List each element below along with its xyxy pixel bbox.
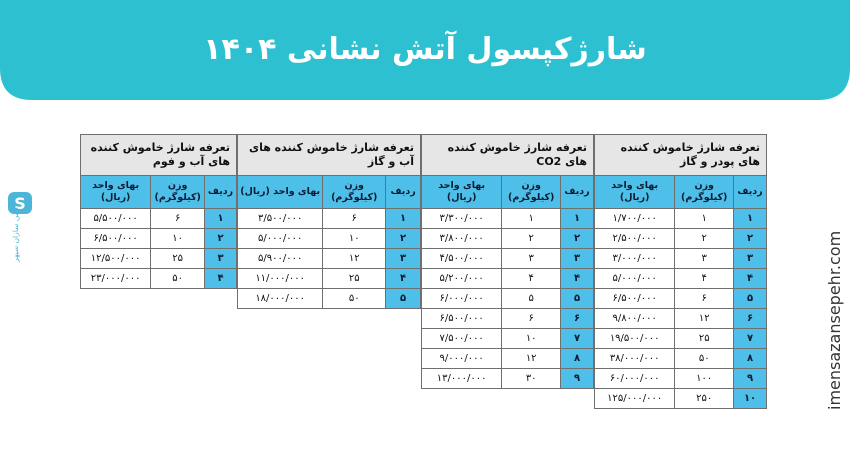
row-number: ۶: [734, 309, 767, 329]
row-number: ۱: [561, 209, 594, 229]
weight-cell: ۲۵: [151, 249, 205, 269]
row-number: ۶: [561, 309, 594, 329]
page-title: شارژکپسول آتش نشانی ۱۴۰۴: [203, 32, 647, 67]
table-row: [595, 269, 767, 289]
row-number: ۱: [205, 209, 237, 229]
weight-cell: ۵۰: [675, 349, 734, 369]
price-cell: ۹/۰۰۰/۰۰۰: [422, 349, 502, 369]
weight-cell: ۵: [502, 289, 561, 309]
price-cell: ۱/۷۰۰/۰۰۰: [595, 209, 675, 229]
header-unit-price: بهای واحد (ریال): [81, 176, 151, 209]
table-title: تعرفه شارژ خاموش کننده های CO2: [422, 135, 594, 176]
row-number: ۳: [205, 249, 237, 269]
table-row: [238, 289, 421, 309]
price-cell: ۱۳/۰۰۰/۰۰۰: [422, 369, 502, 389]
row-number: ۳: [734, 249, 767, 269]
table-row: [422, 229, 594, 249]
table-row: [238, 269, 421, 289]
row-number: ۴: [205, 269, 237, 289]
table-row: [595, 289, 767, 309]
table-row: [595, 209, 767, 229]
row-number: ۷: [734, 329, 767, 349]
row-number: ۹: [561, 369, 594, 389]
table-row: [595, 349, 767, 369]
price-cell: ۳۸/۰۰۰/۰۰۰: [595, 349, 675, 369]
table-row: [81, 209, 237, 229]
weight-cell: ۶: [323, 209, 386, 229]
row-number: ۱۰: [734, 389, 767, 409]
table-row: [81, 249, 237, 269]
row-number: ۲: [734, 229, 767, 249]
row-number: ۲: [386, 229, 421, 249]
price-cell: ۱۱/۰۰۰/۰۰۰: [238, 269, 323, 289]
table-water-gas: [237, 134, 421, 309]
table-row: [81, 269, 237, 289]
row-number: ۸: [734, 349, 767, 369]
header-unit-price: بهای واحد (ریال): [422, 176, 502, 209]
header-row-number: ردیف: [561, 176, 594, 209]
table-row: [422, 329, 594, 349]
table-row: [422, 369, 594, 389]
row-number: ۱: [734, 209, 767, 229]
table-row: [595, 309, 767, 329]
row-number: ۵: [386, 289, 421, 309]
table-row: [238, 249, 421, 269]
row-number: ۹: [734, 369, 767, 389]
row-number: ۳: [561, 249, 594, 269]
table-row: [422, 269, 594, 289]
table-title: تعرفه شارژ خاموش کننده های آب و گاز: [238, 135, 421, 176]
weight-cell: ۶: [151, 209, 205, 229]
price-cell: ۱۸/۰۰۰/۰۰۰: [238, 289, 323, 309]
price-cell: ۶/۵۰۰/۰۰۰: [422, 309, 502, 329]
header-weight: وزن (کیلوگرم): [675, 176, 734, 209]
row-number: ۲: [561, 229, 594, 249]
row-number: ۱: [386, 209, 421, 229]
website-text: imensazansepehr.com: [825, 230, 844, 410]
weight-cell: ۶: [675, 289, 734, 309]
row-number: ۸: [561, 349, 594, 369]
weight-cell: ۴: [675, 269, 734, 289]
header-weight: وزن (کیلوگرم): [502, 176, 561, 209]
logo-text: ایمن سازان سپهر: [11, 207, 20, 262]
header-weight: وزن (کیلوگرم): [151, 176, 205, 209]
price-cell: ۵/۵۰۰/۰۰۰: [81, 209, 151, 229]
header-row-number: ردیف: [205, 176, 237, 209]
row-number: ۴: [734, 269, 767, 289]
table-row: [81, 229, 237, 249]
price-cell: ۳/۳۰۰/۰۰۰: [422, 209, 502, 229]
weight-cell: ۴: [502, 269, 561, 289]
price-cell: ۶/۵۰۰/۰۰۰: [81, 229, 151, 249]
row-number: ۳: [386, 249, 421, 269]
table-row: [595, 229, 767, 249]
website-label: [822, 165, 846, 415]
table-row: [422, 209, 594, 229]
weight-cell: ۱۲: [502, 349, 561, 369]
price-cell: ۵/۰۰۰/۰۰۰: [595, 269, 675, 289]
weight-cell: ۲۵۰: [675, 389, 734, 409]
row-number: ۲: [205, 229, 237, 249]
brand-logo: [7, 192, 35, 270]
weight-cell: ۱۰: [323, 229, 386, 249]
header-weight: وزن (کیلوگرم): [323, 176, 386, 209]
price-cell: ۱۲/۵۰۰/۰۰۰: [81, 249, 151, 269]
price-cell: ۹/۸۰۰/۰۰۰: [595, 309, 675, 329]
table-row: [238, 209, 421, 229]
weight-cell: ۲۵: [323, 269, 386, 289]
price-cell: ۲/۵۰۰/۰۰۰: [595, 229, 675, 249]
table-row: [422, 349, 594, 369]
weight-cell: ۱۰: [502, 329, 561, 349]
weight-cell: ۳: [502, 249, 561, 269]
table-row: [595, 329, 767, 349]
weight-cell: ۶: [502, 309, 561, 329]
table-row: [422, 249, 594, 269]
row-number: ۷: [561, 329, 594, 349]
row-number: ۴: [561, 269, 594, 289]
table-row: [422, 309, 594, 329]
logo-letter: S: [14, 194, 26, 213]
price-cell: ۶/۰۰۰/۰۰۰: [422, 289, 502, 309]
table-row: [595, 369, 767, 389]
price-cell: ۲۳/۰۰۰/۰۰۰: [81, 269, 151, 289]
row-number: ۴: [386, 269, 421, 289]
price-cell: ۵/۹۰۰/۰۰۰: [238, 249, 323, 269]
table-title: تعرفه شارژ خاموش کننده های پودر و گاز: [595, 135, 767, 176]
header-row-number: ردیف: [386, 176, 421, 209]
weight-cell: ۲: [502, 229, 561, 249]
price-cell: ۶۰/۰۰۰/۰۰۰: [595, 369, 675, 389]
price-cell: ۵/۰۰۰/۰۰۰: [238, 229, 323, 249]
weight-cell: ۱: [502, 209, 561, 229]
table-water-foam: [80, 134, 237, 289]
table-row: [595, 389, 767, 409]
weight-cell: ۵۰: [151, 269, 205, 289]
weight-cell: ۲: [675, 229, 734, 249]
weight-cell: ۲۵: [675, 329, 734, 349]
header-unit-price: بهای واحد (ریال): [238, 176, 323, 209]
weight-cell: ۱۲: [675, 309, 734, 329]
weight-cell: ۱۰: [151, 229, 205, 249]
table-title: تعرفه شارژ خاموش کننده های آب و فوم: [81, 135, 237, 176]
table-row: [238, 229, 421, 249]
table-powder-gas: [594, 134, 767, 409]
table-co2: [421, 134, 594, 389]
weight-cell: ۳: [675, 249, 734, 269]
price-cell: ۳/۵۰۰/۰۰۰: [238, 209, 323, 229]
weight-cell: ۱۰۰: [675, 369, 734, 389]
price-cell: ۱۹/۵۰۰/۰۰۰: [595, 329, 675, 349]
weight-cell: ۳۰: [502, 369, 561, 389]
price-cell: ۷/۵۰۰/۰۰۰: [422, 329, 502, 349]
price-cell: ۳/۰۰۰/۰۰۰: [595, 249, 675, 269]
weight-cell: ۱: [675, 209, 734, 229]
price-cell: ۶/۵۰۰/۰۰۰: [595, 289, 675, 309]
header-unit-price: بهای واحد (ریال): [595, 176, 675, 209]
row-number: ۵: [561, 289, 594, 309]
price-cell: ۴/۵۰۰/۰۰۰: [422, 249, 502, 269]
weight-cell: ۱۲: [323, 249, 386, 269]
price-cell: ۱۲۵/۰۰۰/۰۰۰: [595, 389, 675, 409]
table-row: [422, 289, 594, 309]
row-number: ۵: [734, 289, 767, 309]
price-cell: ۳/۸۰۰/۰۰۰: [422, 229, 502, 249]
header-row-number: ردیف: [734, 176, 767, 209]
table-row: [595, 249, 767, 269]
weight-cell: ۵۰: [323, 289, 386, 309]
price-cell: ۵/۲۰۰/۰۰۰: [422, 269, 502, 289]
